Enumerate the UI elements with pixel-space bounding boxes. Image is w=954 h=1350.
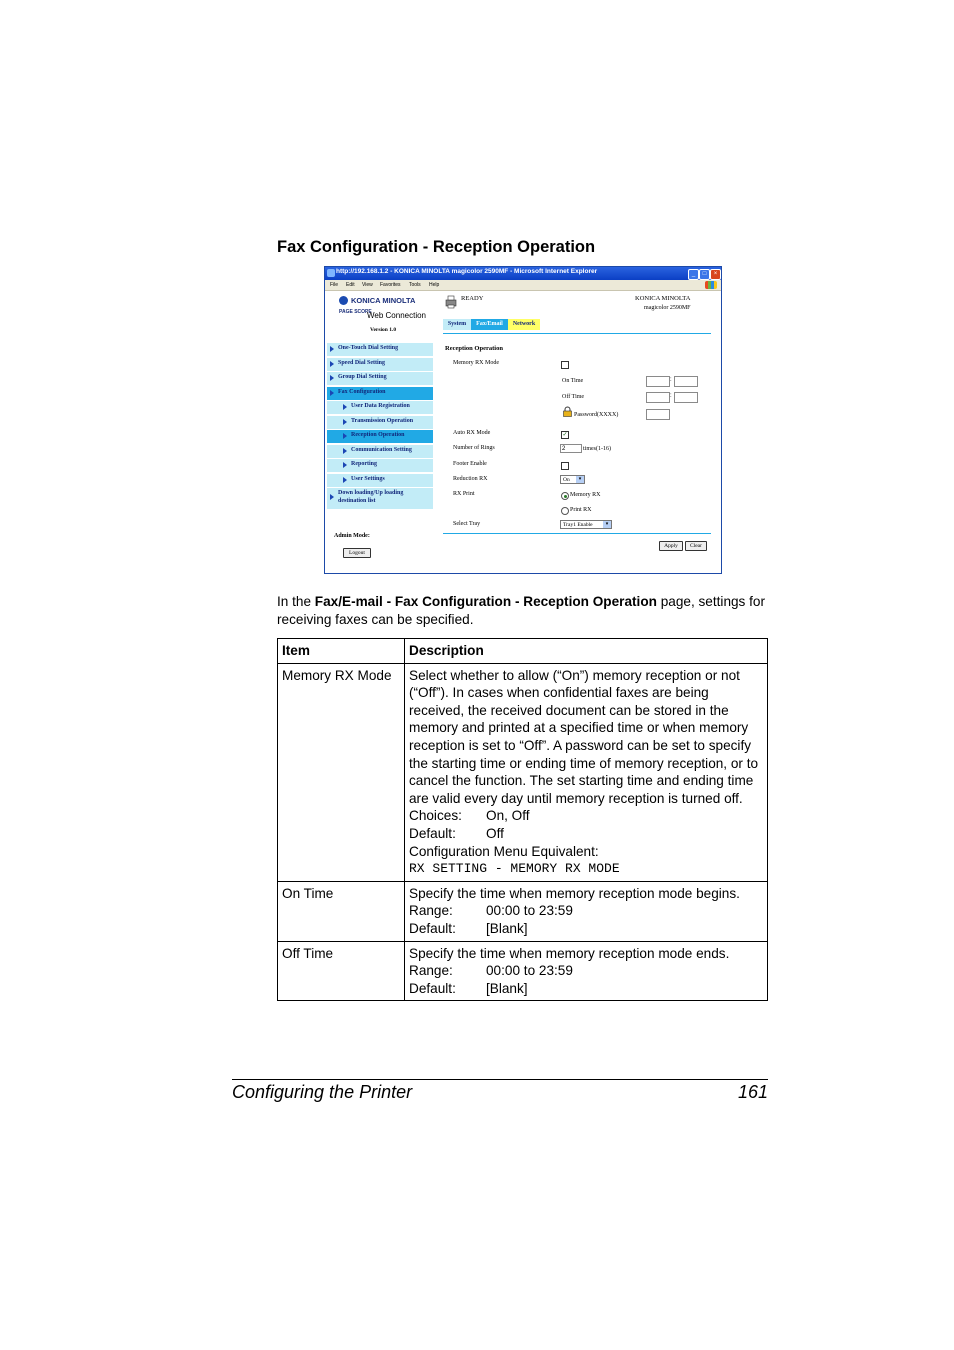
- rings-hint: times(1-16): [583, 446, 611, 452]
- minimize-icon[interactable]: _: [688, 269, 699, 280]
- memory-rx-radio[interactable]: [561, 492, 569, 500]
- logout-button[interactable]: Logout: [343, 548, 371, 558]
- triangle-right-icon: [343, 477, 347, 483]
- menu-favorites[interactable]: Favorites: [380, 282, 401, 288]
- menu-file[interactable]: File: [330, 282, 339, 288]
- chevron-down-icon: ▾: [576, 476, 584, 483]
- form-divider: [443, 533, 711, 534]
- default-row: Default: [Blank]: [409, 920, 528, 936]
- brand-logo: KONICA MINOLTA: [351, 296, 416, 305]
- windows-logo-icon: [705, 281, 717, 289]
- print-rx-radio[interactable]: [561, 507, 569, 515]
- triangle-right-icon: [343, 462, 347, 468]
- table-row: [278, 941, 768, 1001]
- pagescope-logo: PAGE SCOPE: [339, 309, 372, 315]
- lock-icon: [562, 406, 573, 417]
- triangle-down-icon: [330, 390, 334, 396]
- time-separator: :: [670, 393, 672, 399]
- settings-table: [277, 638, 768, 1001]
- off-time-label: Off Time: [562, 394, 585, 400]
- off-time-hour-input[interactable]: [646, 392, 670, 403]
- section-heading: Fax Configuration - Reception Operation: [277, 238, 596, 256]
- nav-download-upload[interactable]: Down loading/Up loading destination list: [327, 488, 433, 509]
- menu-equivalent-label: Configuration Menu Equivalent:: [409, 843, 599, 859]
- menu-view[interactable]: View: [362, 282, 373, 288]
- triangle-right-icon: [343, 448, 347, 454]
- menu-bar: [325, 280, 721, 291]
- auto-rx-checkbox[interactable]: ✓: [562, 432, 568, 438]
- title-bar: [325, 267, 721, 280]
- triangle-right-icon: [330, 494, 334, 500]
- range-row: Range: 00:00 to 23:59: [409, 903, 573, 919]
- table-row: [278, 881, 768, 941]
- ie-icon: [327, 269, 335, 277]
- menu-tools[interactable]: Tools: [409, 282, 421, 288]
- triangle-right-icon: [343, 433, 347, 439]
- select-tray-label: Select Tray: [453, 521, 481, 527]
- description-text: Specify the time when memory reception mode begins.: [409, 885, 740, 901]
- item-cell: Memory RX Mode: [278, 663, 405, 881]
- intro-paragraph: In the Fax/E-mail - Fax Configuration - Reception Operation page, settings for receiving faxes can be specified.: [277, 594, 765, 627]
- model-name: magicolor 2590MF: [644, 305, 691, 311]
- rings-label: Number of Rings: [453, 445, 495, 451]
- time-separator: :: [670, 377, 672, 383]
- rx-print-label: RX Print: [453, 491, 475, 497]
- reduction-rx-label: Reduction RX: [453, 476, 488, 482]
- konica-minolta-logo-icon: [339, 296, 348, 305]
- description-text: Select whether to allow (“On”) memory reception or not (“Off”). In cases when confidential faxes are being received, the received document can be stored in the memory and printed at a specified time or when memory reception is set to “Off”. A password can be set to specify the starting time or ending time of memory reception, or to cancel the function. The set starting time and ending time are valid every day until memory reception is turned off.: [409, 667, 759, 806]
- window-title: http://192.168.1.2 - KONICA MINOLTA magicolor 2590MF - Microsoft Internet Explorer: [336, 268, 598, 275]
- description-cell: [405, 881, 768, 941]
- default-row: Default: Off: [409, 825, 504, 841]
- status-text: READY: [461, 295, 484, 302]
- apply-button[interactable]: Apply: [659, 541, 683, 551]
- footer-title: Configuring the Printer: [232, 1082, 413, 1102]
- memory-rx-option-label: Memory RX: [570, 492, 601, 498]
- memory-rx-checkbox[interactable]: [561, 361, 569, 369]
- brand-name: KONICA MINOLTA: [635, 295, 691, 302]
- menu-help[interactable]: Help: [429, 282, 440, 288]
- page-number: 161: [737, 1082, 768, 1102]
- choices-row: Choices: On, Off: [409, 808, 530, 824]
- footer-enable-checkbox[interactable]: [561, 462, 569, 470]
- triangle-right-icon: [343, 404, 347, 410]
- tab-divider: [443, 333, 711, 334]
- admin-mode-label: Admin Mode:: [334, 533, 370, 539]
- menu-equivalent-value: RX SETTING - MEMORY RX MODE: [409, 861, 620, 877]
- nav-user-settings[interactable]: User Settings: [327, 474, 433, 487]
- triangle-right-icon: [330, 346, 334, 352]
- browser-screenshot: [324, 266, 722, 574]
- auto-rx-label: Auto RX Mode: [453, 430, 491, 436]
- print-rx-option-label: Print RX: [570, 507, 592, 513]
- tab-network[interactable]: Network: [508, 319, 540, 330]
- on-time-minute-input[interactable]: [674, 376, 698, 387]
- item-cell: On Time: [278, 881, 405, 941]
- rings-input[interactable]: 2: [560, 444, 582, 453]
- maximize-icon[interactable]: □: [699, 269, 710, 280]
- description-cell: [405, 941, 768, 1001]
- tab-system[interactable]: System: [443, 319, 471, 330]
- nav-communication-setting[interactable]: Communication Setting: [327, 445, 433, 458]
- form-title: Reception Operation: [445, 345, 503, 352]
- table-header-row: [278, 639, 768, 664]
- nav-speed-dial[interactable]: Speed Dial Setting: [327, 358, 433, 371]
- nav-fax-configuration[interactable]: Fax Configuration: [327, 387, 433, 400]
- default-row: Default: [Blank]: [409, 980, 528, 996]
- on-time-label: On Time: [562, 378, 584, 384]
- range-row: Range: 00:00 to 23:59: [409, 963, 573, 979]
- column-header: Item: [278, 639, 405, 664]
- on-time-hour-input[interactable]: [646, 376, 670, 387]
- description-text: Specify the time when memory reception mode ends.: [409, 945, 730, 961]
- reduction-rx-select[interactable]: On ▾: [560, 475, 585, 484]
- password-input[interactable]: [646, 409, 670, 420]
- footer-enable-label: Footer Enable: [453, 461, 487, 467]
- close-icon[interactable]: ×: [710, 269, 721, 280]
- nav-one-touch-dial[interactable]: One-Touch Dial Setting: [327, 343, 433, 356]
- nav-group-dial[interactable]: Group Dial Setting: [327, 372, 433, 385]
- select-tray-select[interactable]: Tray1 Enable ▾: [560, 520, 612, 529]
- menu-edit[interactable]: Edit: [346, 282, 355, 288]
- triangle-right-icon: [330, 375, 334, 381]
- nav-reception-operation[interactable]: Reception Operation: [327, 430, 433, 443]
- clear-button[interactable]: Clear: [685, 541, 707, 551]
- nav-transmission-operation[interactable]: Transmission Operation: [327, 416, 433, 429]
- item-cell: Off Time: [278, 941, 405, 1001]
- tab-fax-email[interactable]: Fax/Email: [471, 319, 508, 330]
- printer-icon: [444, 295, 458, 309]
- description-cell: [405, 663, 768, 881]
- column-header: Description: [405, 639, 768, 664]
- version-label: Version 1.0: [370, 327, 397, 333]
- memory-rx-label: Memory RX Mode: [453, 360, 499, 366]
- triangle-right-icon: [330, 361, 334, 367]
- password-label: Password(XXXX): [574, 412, 619, 418]
- table-row: [278, 663, 768, 881]
- off-time-minute-input[interactable]: [674, 392, 698, 403]
- nav-user-data-registration[interactable]: User Data Registration: [327, 401, 433, 414]
- footer-rule: [232, 1079, 768, 1080]
- triangle-right-icon: [343, 419, 347, 425]
- chevron-down-icon: ▾: [603, 521, 611, 528]
- nav-reporting[interactable]: Reporting: [327, 459, 433, 472]
- web-connection-label: Web Connection: [367, 311, 426, 320]
